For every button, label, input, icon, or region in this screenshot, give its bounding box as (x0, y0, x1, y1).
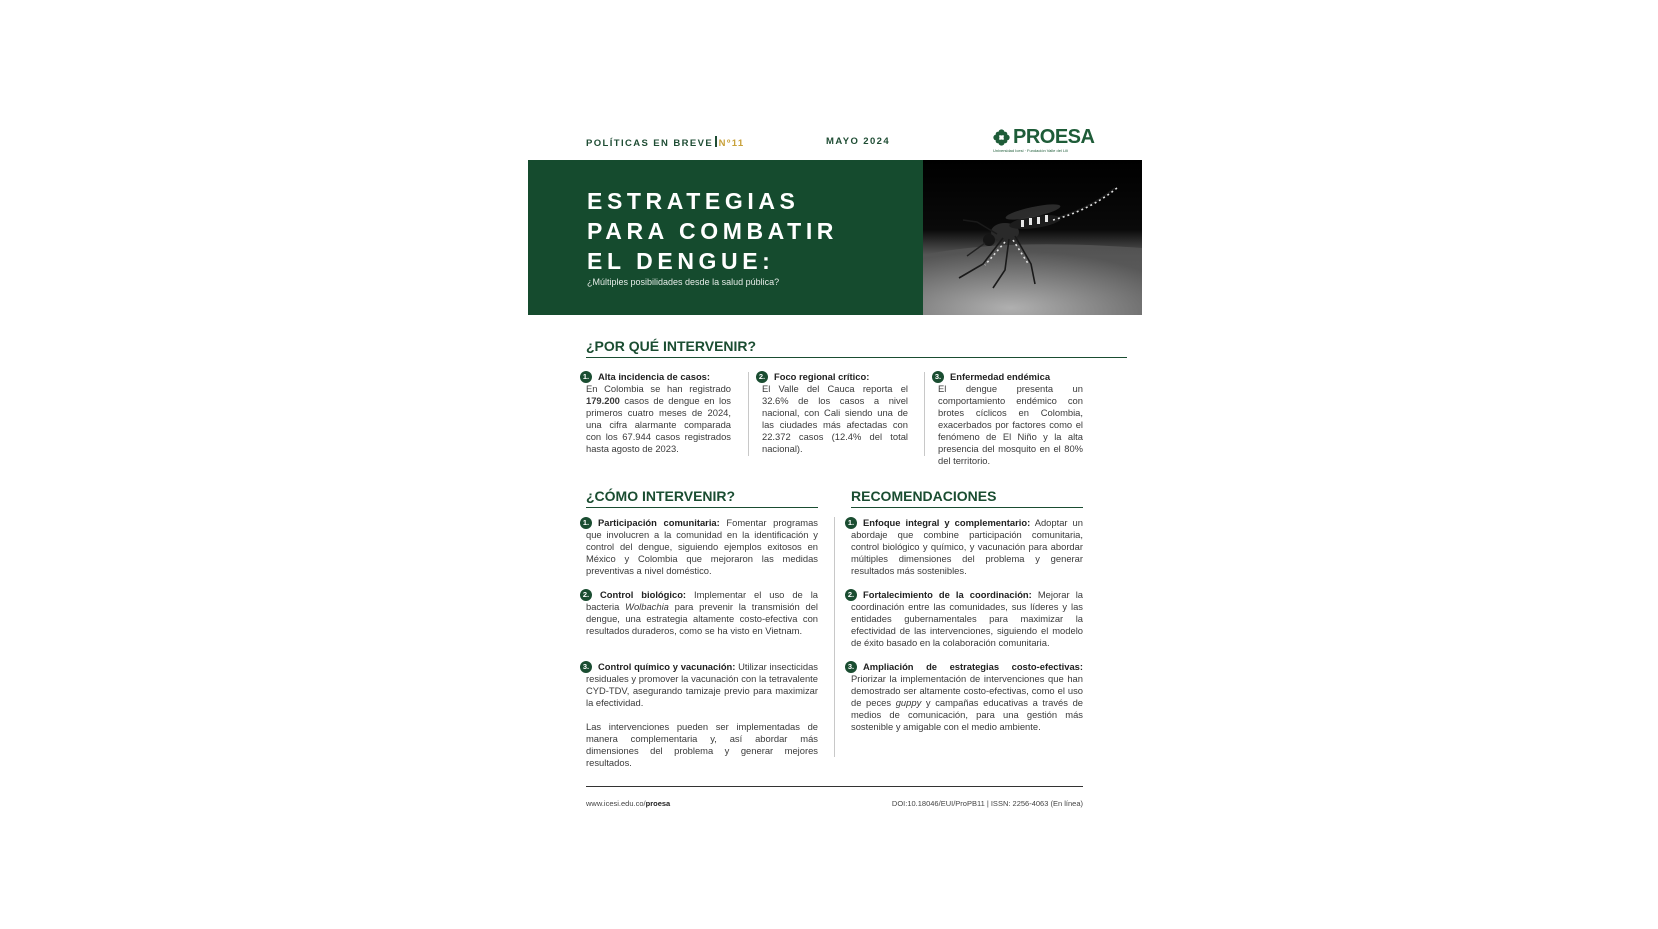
section-heading-recomendaciones: RECOMENDACIONES (851, 488, 1083, 508)
title-banner (528, 160, 1142, 315)
title-line-2: PARA COMBATIR (587, 218, 839, 244)
number-badge: 3. (845, 661, 857, 673)
column-divider (834, 517, 835, 757)
series-label (586, 136, 745, 149)
series-number: Nº11 (718, 138, 745, 149)
number-badge: 1. (845, 517, 857, 529)
banner-subtitle: ¿Múltiples posibilidades desde la salud pública? (587, 277, 780, 287)
flower-logo-icon (993, 129, 1010, 146)
divider-bar (715, 136, 717, 147)
recommendation-text: y campañas educativas a través de medios de comunicación, para una gestión más sostenible y amigable con el medio ambiente. (851, 697, 1084, 732)
number-badge: 2. (756, 371, 768, 383)
logo-subtitle: Universidad Icesi · Fundación Valle del Lili (993, 148, 1068, 153)
title-line-1: ESTRATEGIAS (587, 188, 800, 214)
footer-url-prefix: www.icesi.edu.co/ (586, 799, 646, 808)
reason-item-1 (586, 371, 731, 455)
recommendation-italic: guppy (895, 697, 922, 708)
intervention-closing: Las intervenciones pueden ser implementadas de manera complementaria y, así abordar más dimensiones del problema y generar mejores resultados. (586, 721, 818, 768)
reason-title: Foco regional crítico: (774, 371, 870, 382)
number-badge: 1. (580, 517, 592, 529)
mosquito-image-icon (923, 160, 1142, 315)
series-name: POLÍTICAS EN BREVE (586, 138, 714, 149)
reason-text: En Colombia se han registrado (586, 383, 731, 394)
footer-rule (586, 786, 1083, 787)
reason-highlight: 179.200 (586, 395, 620, 406)
recommendation-item-2 (851, 589, 1083, 649)
column-divider (924, 372, 925, 456)
recommendation-title: Ampliación de estrategias costo-efectivas: (863, 661, 1083, 672)
column-divider (748, 372, 749, 456)
number-badge: 2. (845, 589, 857, 601)
reason-text: El Valle del Cauca reporta el 32.6% de los casos a nivel nacional, con Cali siendo una de las ciudades más afectadas con 22.372 casos (12.4% del total nacional). (762, 383, 908, 454)
number-badge: 1. (580, 371, 592, 383)
recommendation-item-1 (851, 517, 1083, 577)
footer-doi: DOI:10.18046/EUI/ProPB11 | ISSN: 2256-4063 (En línea) (891, 799, 1083, 808)
reason-text: El dengue presenta un comportamiento endémico con brotes cíclicos en Colombia, exacerbados por factores como el fenómeno de El Niño y la alta presencia del mosquito en el 80% del territorio. (938, 383, 1083, 466)
number-badge: 2. (580, 589, 592, 601)
intervention-title: Control biológico: (600, 589, 687, 600)
reason-text: casos de dengue en los primeros cuatro meses de 2024, una cifra alarmante comparada con los 67.944 casos registrados hasta agosto de 2023. (586, 395, 731, 454)
recommendation-text: Priorizar la implementación de intervenciones que han demostrado ser altamente costo-efectivas, como el uso de peces (851, 673, 1083, 708)
number-badge: 3. (580, 661, 592, 673)
footer-url[interactable] (586, 799, 670, 808)
section-heading-por-que: ¿POR QUÉ INTERVENIR? (586, 338, 1127, 358)
intervention-italic: Wolbachia (625, 601, 669, 612)
intervention-text: Utilizar insecticidas residuales y promover la vacunación con la tetravalente CYD-TDV, asegurando tamizaje previo para maximizar la efectividad. (586, 661, 818, 708)
intervention-text: Implementar el uso de la bacteria (586, 589, 819, 612)
number-badge: 3. (932, 371, 944, 383)
title-line-3: EL DENGUE: (587, 248, 775, 274)
recommendation-item-3 (851, 661, 1083, 733)
recommendation-text: Mejorar la coordinación entre las comunidades, sus líderes y las entidades gubernamentales para maximizar la efectividad de las intervenciones, siguiendo el modelo de éxito basado en la colaboración comunitaria. (851, 589, 1083, 648)
intervention-item-1 (586, 517, 818, 577)
reason-item-3 (938, 371, 1083, 467)
intervention-item-3 (586, 661, 818, 709)
intervention-text: Fomentar programas que involucren a la comunidad en la identificación y control del dengue, siguiendo ejemplos exitosos en México y Colombia que mejoraron las medidas preventivas a nivel doméstico. (586, 517, 818, 576)
recommendation-title: Fortalecimiento de la coordinación: (863, 589, 1032, 600)
recommendation-title: Enfoque integral y complementario: (863, 517, 1031, 528)
banner-title (587, 186, 838, 276)
mosquito-photo (923, 160, 1142, 315)
proesa-logo (993, 126, 1095, 154)
intervention-text: para prevenir la transmisión del dengue, una estrategia altamente costo-efectiva con resultados duraderos, como se ha visto en Vietnam. (586, 601, 818, 636)
recommendation-text: Adoptar un abordaje que combine participación comunitaria, control biológico y químico, y vacunación para abordar múltiples dimensiones del problema y generar resultados más sostenibles. (851, 517, 1083, 576)
reason-item-2 (762, 371, 908, 455)
logo-wordmark: PROESA (1013, 126, 1095, 148)
intervention-title: Control químico y vacunación: (598, 661, 736, 672)
reason-title: Enfermedad endémica (950, 371, 1051, 382)
publication-date: MAYO 2024 (826, 136, 891, 147)
intervention-item-2 (586, 589, 818, 637)
intervention-title: Participación comunitaria: (598, 517, 720, 528)
reason-title: Alta incidencia de casos: (598, 371, 711, 382)
footer-url-bold: proesa (645, 799, 671, 808)
section-heading-como: ¿CÓMO INTERVENIR? (586, 488, 818, 508)
